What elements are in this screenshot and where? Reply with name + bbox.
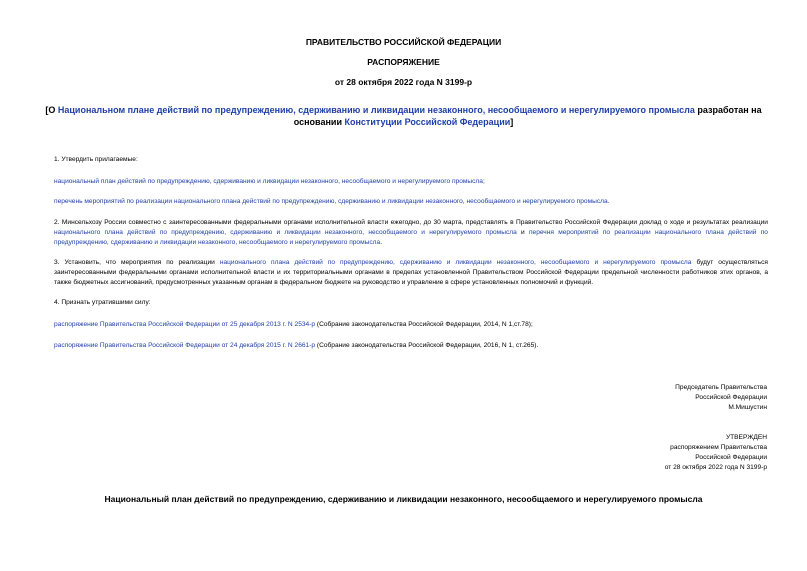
signature-position: Председатель Правительства (675, 384, 767, 391)
doc-date-line: от 28 октября 2022 года N 3199-р (334, 77, 473, 87)
item-4: 4. Признать утратившими силу: (54, 299, 151, 306)
approval-stamp: УТВЕРЖДЕН (725, 434, 767, 441)
item-4b-link[interactable]: распоряжение Правительства Российской Федерации от 24 декабря 2015 г. N 2661-р (54, 342, 316, 349)
item-1b-link[interactable]: перечень мероприятий по реализации национального плана действий по предупреждению, сдерживанию и ликвидации незаконного, несообщаемого и нерегулируемого промысла. (54, 198, 610, 205)
item-4b (54, 341, 768, 351)
doc-type-heading: РАСПОРЯЖЕНИЕ (367, 57, 440, 67)
item-3-link-plan[interactable]: национального плана действий по предупреждению, сдерживанию и ликвидации незаконного, несообщаемого и нерегулируемого промысла (219, 259, 692, 266)
approval-country: Российской Федерации (695, 454, 767, 461)
item-2-and: и (516, 229, 529, 236)
item-4a (54, 320, 768, 330)
item-3 (54, 258, 768, 288)
item-1: 1. Утвердить прилагаемые: (54, 156, 138, 163)
subject-mid: разработан на основании (293, 105, 762, 127)
item-2-end: . (380, 239, 383, 246)
org-heading: ПРАВИТЕЛЬСТВО РОССИЙСКОЙ ФЕДЕРАЦИИ (305, 37, 502, 47)
signature-name: М.Мишустин (728, 404, 767, 411)
subject-open: [О (45, 105, 58, 115)
item-1a-link[interactable]: национальный план действий по предупреждению, сдерживанию и ликвидации незаконного, несообщаемого и нерегулируемого промысла; (54, 178, 485, 185)
approval-by: распоряжением Правительства (670, 444, 767, 451)
subject-link-constitution[interactable]: Конституции Российской Федерации (344, 117, 511, 127)
item-2 (54, 218, 768, 248)
plan-title: Национальный план действий по предупреждению, сдерживанию и ликвидации незаконного, несообщаемого и нерегулируемого промысла (104, 494, 703, 504)
subject-link-national-plan[interactable]: Национальном плане действий по предупреждению, сдерживанию и ликвидации незаконного, несообщаемого и нерегулируемого промысла (57, 105, 695, 115)
item-4a-link[interactable]: распоряжение Правительства Российской Федерации от 25 декабря 2013 г. N 2534-р (54, 321, 316, 328)
item-2-text: 2. Минсельхозу России совместно с заинтересованными федеральными органами исполнительной власти ежегодно, до 30 марта, представлять в Правительство Российской Федерации доклад о ходе и результатах реализации (54, 219, 768, 226)
signature-block (675, 383, 767, 413)
item-2-link-list[interactable]: перечня мероприятий по реализации национального плана действий по предупреждению, сдерживанию и ликвидации незаконного, несообщаемого и нерегулируемого промысла (54, 229, 768, 246)
item-3-text: 3. Установить, что мероприятия по реализации (54, 259, 220, 266)
item-4b-rest: (Собрание законодательства Российской Федерации, 2016, N 1, ст.265). (315, 342, 539, 349)
approval-date: от 28 октября 2022 года N 3199-р (664, 464, 767, 471)
item-2-link-plan[interactable]: национального плана действий по предупреждению, сдерживанию и ликвидации незаконного, несообщаемого и нерегулируемого промысла (54, 229, 517, 236)
signature-country: Российской Федерации (695, 394, 767, 401)
item-4a-rest: (Собрание законодательства Российской Федерации, 2014, N 1,ст.78); (315, 321, 533, 328)
approval-block (665, 433, 767, 473)
item-3-rest: будут осуществляться заинтересованными федеральными органами исполнительной власти и их территориальными органами в пределах установленной Правительством Российской Федерации предельной численности работников этих органов, а также бюджетных ассигнований, предусмотренных указанным органам в федеральном бюджете на руководство и управление в сфере установленных полномочий и функций. (54, 259, 768, 286)
document-subject (40, 104, 767, 128)
subject-close: ] (510, 117, 514, 127)
